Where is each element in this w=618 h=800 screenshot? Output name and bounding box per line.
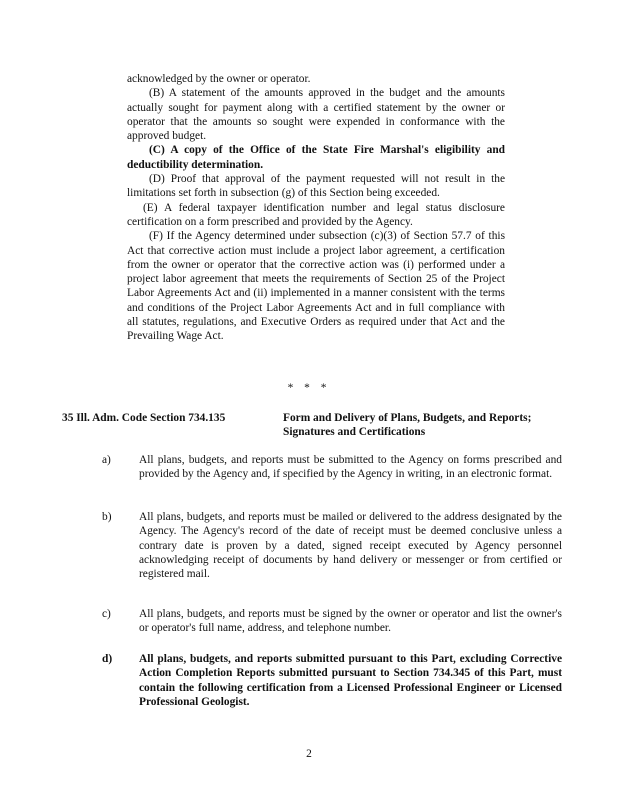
paragraph-c: (C) A copy of the Office of the State Fire Marshal's eligibility and deductibility determination.: [127, 144, 505, 171]
item-text: All plans, budgets, and reports must be mailed or delivered to the address designated by the Agency. The Agency's record of the date of receipt must be deemed conclusive unless a contrary date is proven by a dated, signed receipt executed by Agency personnel acknowledging receipt of documents by hand delivery or messenger or from certified or registered mail.: [139, 511, 562, 581]
section-citation: 35 Ill. Adm. Code Section 734.135: [62, 412, 226, 424]
statute-excerpt: [127, 72, 505, 344]
paragraph-d: (D) Proof that approval of the payment requested will not result in the limitations set forth in subsection (g) of this Section being exceeded.: [127, 173, 505, 200]
paragraph-f: (F) If the Agency determined under subsection (c)(3) of Section 57.7 of this Act that corrective action must include a project labor agreement, a certification from the owner or operator that the corrective action was (i) performed under a project labor agreement that meets the requirements of Section 25 of the Project Labor Agreements Act and (ii) implemented in a manner consistent with the terms and conditions of the Project Labor Agreements Act and in full compliance with all statutes, regulations, and Executive Orders as required under that Act and the Prevailing Wage Act.: [127, 230, 505, 343]
paragraph-e: (E) A federal taxpayer identification number and legal status disclosure certification on a form prescribed and provided by the Agency.: [127, 201, 505, 228]
section-title: Form and Delivery of Plans, Budgets, and Reports; Signatures and Certifications: [283, 412, 532, 439]
item-text: All plans, budgets, and reports must be submitted to the Agency on forms prescribed and provided by the Agency and, if specified by the Agency in writing, in an electronic format.: [139, 454, 562, 481]
section-separator: * * *: [287, 382, 331, 394]
item-text: All plans, budgets, and reports must be signed by the owner or operator and list the owner's or operator's full name, address, and telephone number.: [139, 608, 562, 635]
item-label: b): [102, 511, 112, 523]
item-label: c): [102, 608, 111, 620]
paragraph-line-a: acknowledged by the owner or operator.: [127, 73, 311, 85]
item-label: d): [102, 653, 113, 665]
item-label: a): [102, 454, 111, 466]
paragraph-b: (B) A statement of the amounts approved in the budget and the amounts actually sought for payment along with a certified statement by the owner or operator that the amounts so sought were expended in conformance with the approved budget.: [127, 87, 505, 143]
page-number: 2: [306, 748, 312, 760]
item-text: All plans, budgets, and reports submitted pursuant to this Part, excluding Corrective Action Completion Reports submitted pursuant to Section 734.345 of this Part, must contain the following certification from a Licensed Professional Engineer or Licensed Professional Geologist.: [139, 653, 562, 708]
